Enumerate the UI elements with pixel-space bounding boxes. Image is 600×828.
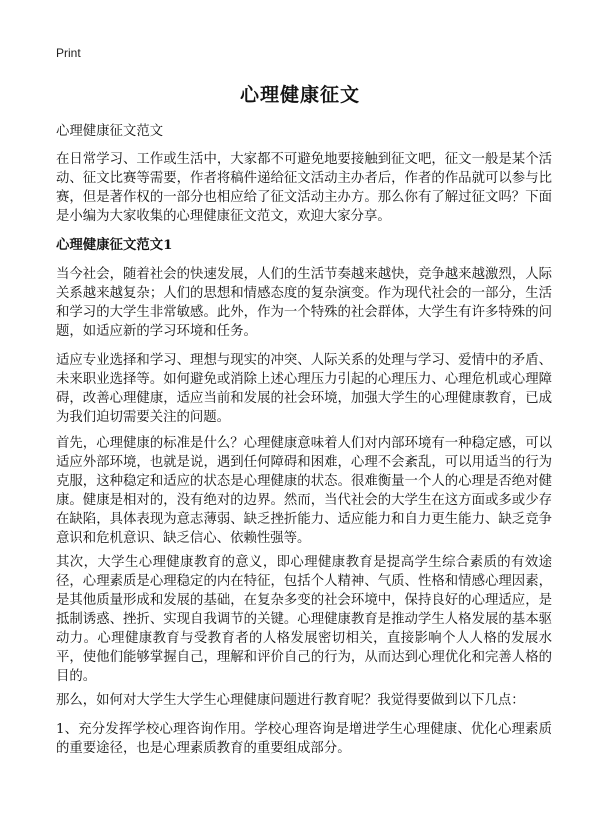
body-paragraph-2: 适应专业选择和学习、理想与现实的冲突、人际关系的处理与学习、爱情中的矛盾、未来职业选择等。如何避免或消除上述心理压力引起的心理压力、心理危机或心理障碍，改善心理健康，适应当前和发展的社会环境，加强大学生的心理健康教育，已成为我们迫切需要关注的问题。	[56, 353, 552, 425]
body-paragraph-1: 当今社会，随着社会的快速发展，人们的生活节奏越来越快，竞争越来越激烈，人际关系越来越复杂；人们的思想和情感态度的复杂演变。作为现代社会的一部分，生活和学习的大学生非常敏感。此外，作为一个特殊的社会群体，大学生有许多特殊的问题，如适应新的学习环境和任务。	[56, 267, 552, 339]
intro-paragraph: 在日常学习、工作或生活中，大家都不可避免地要接触到征文吧，征文一般是某个活动、征文比赛等需要，作者将稿件递给征文活动主办者后，作者的作品就可以参与比赛，但是著作权的一部分也相应给了征文活动主办方。那么你有了解过征文吗？下面是小编为大家收集的心理健康征文范文，欢迎大家分享。	[56, 152, 552, 224]
document-title: 心理健康征文	[239, 84, 360, 106]
body-paragraph-3: 首先，心理健康的标准是什么？心理健康意味着人们对内部环境有一种稳定感，可以适应外部环境，也就是说，遇到任何障碍和困难，心理不会紊乱，可以用适当的行为克服，这种稳定和适应的状态是心理健康的状态。很难衡量一个人的心理是否绝对健康。健康是相对的，没有绝对的边界。然而，当代社会的大学生在这方面或多或少存在缺陷，具体表现为意志薄弱、缺乏挫折能力、适应能力和自力更生能力、缺乏竞争意识和危机意识、缺乏信心、依赖性强等。	[56, 436, 552, 546]
document-subtitle: 心理健康征文范文	[56, 124, 164, 139]
body-paragraph-6: 1、充分发挥学校心理咨询作用。学校心理咨询是增进学生心理健康、优化心理素质的重要途径，也是心理素质教育的重要组成部分。	[56, 722, 552, 756]
body-paragraph-5: 那么，如何对大学生大学生心理健康问题进行教育呢？我觉得要做到以下几点：	[56, 693, 525, 708]
print-label: Print	[56, 46, 81, 60]
body-paragraph-4: 其次，大学生心理健康教育的意义，即心理健康教育是提高学生综合素质的有效途径，心理素质是心理稳定的内在特征，包括个人精神、气质、性格和情感心理因素，是其他质量形成和发展的基础，在复杂多变的社会环境中，保持良好的心理适应，是抵制诱惑、挫折、实现自我调节的关键。心理健康教育是推动学生人格发展的基本驱动力。心理健康教育与受教育者的人格发展密切相关，直接影响个人人格的发展水平，使他们能够掌握自己，理解和评价自己的行为，从而达到心理优化和完善人格的目的。	[56, 555, 552, 684]
section-heading: 心理健康征文范文1	[56, 237, 173, 253]
